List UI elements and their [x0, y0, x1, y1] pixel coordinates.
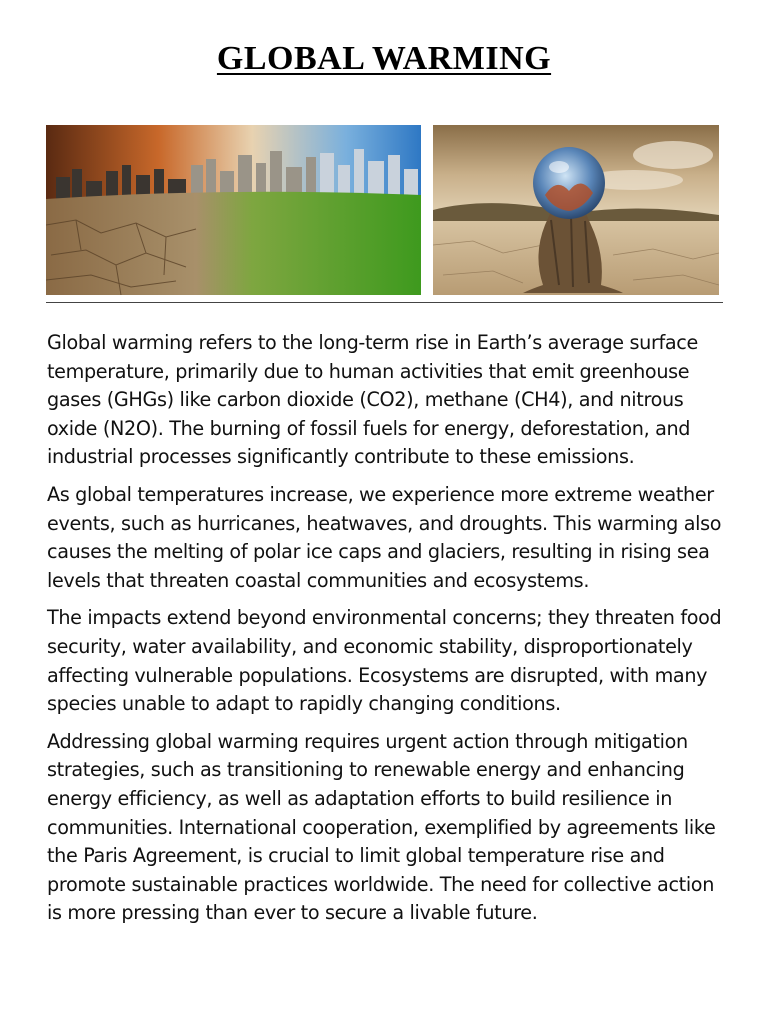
- divider-line: [46, 302, 723, 303]
- paragraph-solutions: Addressing global warming requires urgent action through mitigation strategies, such as transitioning to renewable energy and enhancing energy efficiency, as well as adaptation efforts to build resilience in communities. International cooperation, exemplified by agreements like the Paris Agreement, is crucial to limit global temperature rise and promote sustainable practices worldwide. The need for collective action is more pressing than ever to secure a livable future.: [47, 729, 716, 925]
- page-title-text: GLOBAL WARMING: [216, 40, 552, 77]
- paragraph-definition: Global warming refers to the long-term rise in Earth’s average surface temperature, primarily due to human activities that emit greenhouse gases (GHGs) like carbon dioxide (CO2), methane (CH4), and nitrous oxide (N2O). The burning of fossil fuels for energy, deforestation, and industrial processes significantly contribute to these emissions.: [47, 331, 698, 469]
- paragraph-effects: As global temperatures increase, we experience more extreme weather events, such as hurricanes, heatwaves, and droughts. This warming also causes the melting of polar ice caps and glaciers, resulting in rising sea levels that threaten coastal communities and ecosystems.: [47, 482, 722, 592]
- cracked-earth-vs-green-city-image: [46, 125, 421, 295]
- page-title: [0, 40, 768, 78]
- tree-stump-globe-desert-image: [433, 125, 719, 295]
- paragraph-impacts: The impacts extend beyond environmental concerns; they threaten food security, water availability, and economic stability, disproportionately affecting vulnerable populations. Ecosystems are disrupted, with many species unable to adapt to rapidly changing conditions.: [47, 606, 722, 716]
- article-body: [47, 329, 727, 937]
